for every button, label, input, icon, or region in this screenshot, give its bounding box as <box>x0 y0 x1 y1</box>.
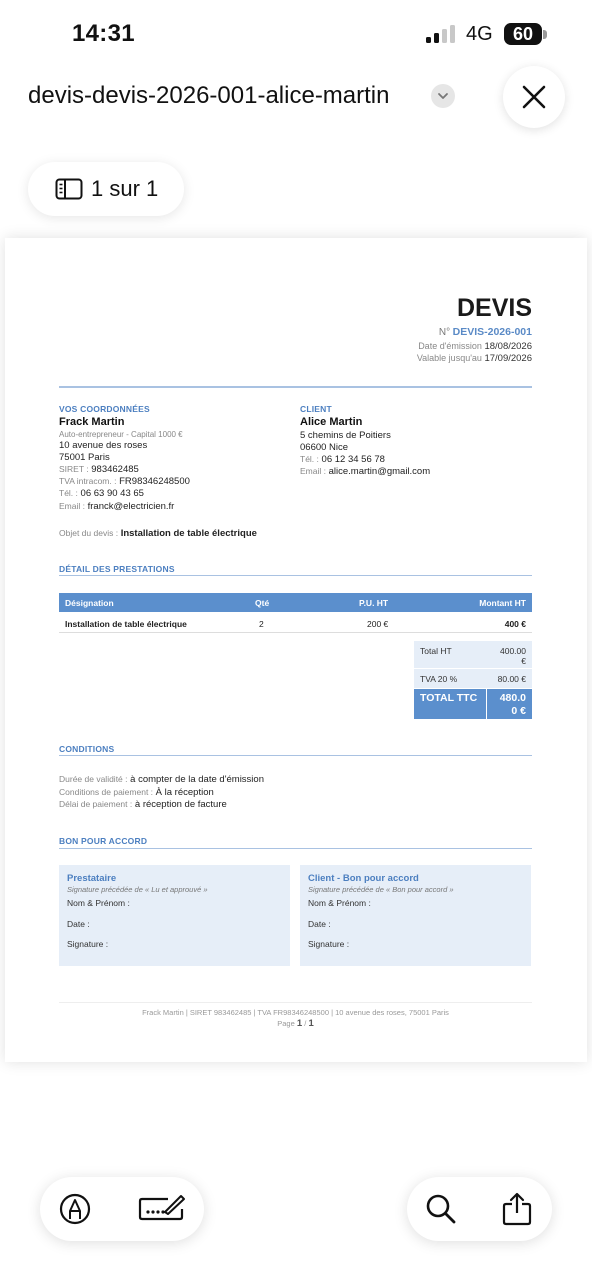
client-field-signature: Signature : <box>308 939 350 949</box>
condition-payment <box>59 787 214 798</box>
signature-icon <box>138 1193 186 1225</box>
footer-divider <box>59 1002 532 1003</box>
date-line <box>418 341 532 352</box>
footer-line: Frack Martin | SIRET 983462485 | TVA FR98346248500 | 10 avenue des roses, 75001 Paris <box>142 1008 449 1017</box>
conditions-section-title: CONDITIONS <box>59 744 115 754</box>
client-email-value: alice.martin@gmail.com <box>328 466 431 477</box>
devis-number: DEVIS-2026-001 <box>452 326 532 338</box>
col-qty: Qté <box>255 598 270 608</box>
provider-box-title: Prestataire <box>67 873 117 884</box>
total-ht-label: Total HT <box>420 646 452 656</box>
share-button[interactable] <box>499 1191 535 1227</box>
table-row <box>59 614 532 633</box>
siret-label: SIRET : <box>59 464 89 474</box>
client-address2: 06600 Nice <box>300 442 349 453</box>
divider <box>59 755 532 756</box>
page-indicator-label: 1 sur 1 <box>91 176 159 201</box>
client-email-label: Email : <box>300 466 326 476</box>
total-ttc-value-2: 0 € <box>511 705 526 717</box>
table-header <box>59 593 532 612</box>
signature-button[interactable] <box>137 1191 187 1227</box>
devis-number-line <box>439 326 532 338</box>
tva-value: 80.00 € <box>497 674 526 684</box>
tva-label: TVA 20 % <box>420 674 458 684</box>
provider-signature-box <box>59 865 290 966</box>
total-ttc-row <box>414 689 532 719</box>
share-icon <box>502 1192 532 1226</box>
email-value: franck@electricien.fr <box>87 501 175 512</box>
row-designation: Installation de table électrique <box>65 619 187 629</box>
delay-label: Délai de paiement : <box>59 799 133 809</box>
tel-label: Tél. : <box>59 488 78 498</box>
provider-name: Frack Martin <box>59 416 125 428</box>
valid-label: Valable jusqu'au <box>416 353 482 363</box>
provider-field-name: Nom & Prénom : <box>67 898 130 908</box>
cellular-signal-icon <box>426 25 460 45</box>
condition-validity <box>59 774 264 785</box>
markup-button[interactable] <box>57 1191 93 1227</box>
devis-heading: DEVIS <box>456 294 532 322</box>
object-label: Objet du devis : <box>59 528 119 538</box>
provider-tva <box>59 476 190 487</box>
provider-siret <box>59 464 139 475</box>
provider-address2: 75001 Paris <box>59 452 110 463</box>
number-label: N° <box>438 327 451 338</box>
tva-label: TVA intracom. : <box>59 476 117 486</box>
provider-field-signature: Signature : <box>67 939 109 949</box>
total-ht-row <box>414 641 532 668</box>
details-section-title: DÉTAIL DES PRESTATIONS <box>59 564 175 574</box>
totals-box <box>414 641 532 719</box>
network-type: 4G <box>466 23 493 45</box>
toolbar-left <box>40 1177 204 1241</box>
provider-email <box>59 501 174 512</box>
col-pu: P.U. HT <box>359 598 389 608</box>
toolbar-right <box>407 1177 552 1241</box>
validity-line <box>417 353 532 364</box>
document-page[interactable] <box>5 238 587 1062</box>
battery-icon: 60 <box>504 23 542 45</box>
row-amount: 400 € <box>504 619 526 629</box>
provider-section-title: VOS COORDONNÉES <box>59 404 150 414</box>
total-ttc-value-1: 480.0 <box>499 692 526 704</box>
divider <box>59 575 532 576</box>
object-line <box>59 528 257 539</box>
validity-label: Durée de validité : <box>59 774 128 784</box>
close-button[interactable] <box>503 66 565 128</box>
row-qty: 2 <box>259 619 264 629</box>
client-tel-value: 06 12 34 56 78 <box>321 454 385 465</box>
client-tel <box>300 454 385 465</box>
total-ttc-label: TOTAL TTC <box>420 692 478 704</box>
sidebar-icon <box>55 178 83 200</box>
col-amount: Montant HT <box>479 598 526 608</box>
divider <box>59 848 532 849</box>
tva-row <box>414 669 532 688</box>
provider-status: Auto-entrepreneur - Capital 1000 € <box>59 430 183 439</box>
tva-value: FR98346248500 <box>119 476 190 487</box>
provider-address1: 10 avenue des roses <box>59 440 148 451</box>
page-total: 1 <box>308 1018 314 1029</box>
search-button[interactable] <box>423 1191 459 1227</box>
total-ht-value-1: 400.00 <box>500 646 526 656</box>
footer-page <box>59 1018 532 1029</box>
valid-value: 17/09/2026 <box>484 353 532 364</box>
agreement-section-title: BON POUR ACCORD <box>59 836 148 846</box>
payment-value: À la réception <box>155 787 214 798</box>
total-ht-value-2: € <box>521 656 526 666</box>
date-value: 18/08/2026 <box>484 341 532 352</box>
client-email <box>300 466 430 477</box>
page-prefix: Page <box>277 1019 295 1028</box>
divider <box>59 386 532 388</box>
client-address1: 5 chemins de Poitiers <box>300 430 391 441</box>
document-title[interactable]: devis-devis-2026-001-alice-martin <box>28 82 390 109</box>
email-label: Email : <box>59 501 85 511</box>
client-field-date: Date : <box>308 919 331 929</box>
provider-box-subtitle: Signature précédée de « Lu et approuvé » <box>67 885 208 894</box>
client-field-name: Nom & Prénom : <box>308 898 371 908</box>
close-icon <box>521 84 547 110</box>
markup-icon <box>58 1192 92 1226</box>
object-value: Installation de table électrique <box>120 528 257 539</box>
delay-value: à réception de facture <box>134 799 227 810</box>
client-box-title: Client - Bon pour accord <box>308 873 419 884</box>
page-current: 1 <box>296 1018 303 1029</box>
client-section-title: CLIENT <box>300 404 332 414</box>
date-label: Date d'émission <box>418 341 482 351</box>
client-tel-label: Tél. : <box>300 454 319 464</box>
client-name: Alice Martin <box>300 416 363 428</box>
battery-nub <box>543 30 547 39</box>
ttc-divider <box>486 689 487 719</box>
row-pu: 200 € <box>367 619 389 629</box>
page-indicator-button[interactable] <box>28 162 184 216</box>
siret-value: 983462485 <box>91 464 139 475</box>
client-signature-box <box>300 865 531 966</box>
provider-tel <box>59 488 144 499</box>
client-box-subtitle: Signature précédée de « Bon pour accord » <box>308 885 454 894</box>
col-designation: Désignation <box>65 598 114 608</box>
payment-label: Conditions de paiement : <box>59 787 154 797</box>
condition-delay <box>59 799 227 810</box>
chevron-down-icon[interactable] <box>431 84 455 108</box>
page-sep: / <box>304 1019 307 1028</box>
status-time: 14:31 <box>72 20 135 47</box>
search-icon <box>425 1193 457 1225</box>
provider-field-date: Date : <box>67 919 90 929</box>
tel-value: 06 63 90 43 65 <box>80 488 144 499</box>
validity-value: à compter de la date d'émission <box>130 774 264 785</box>
